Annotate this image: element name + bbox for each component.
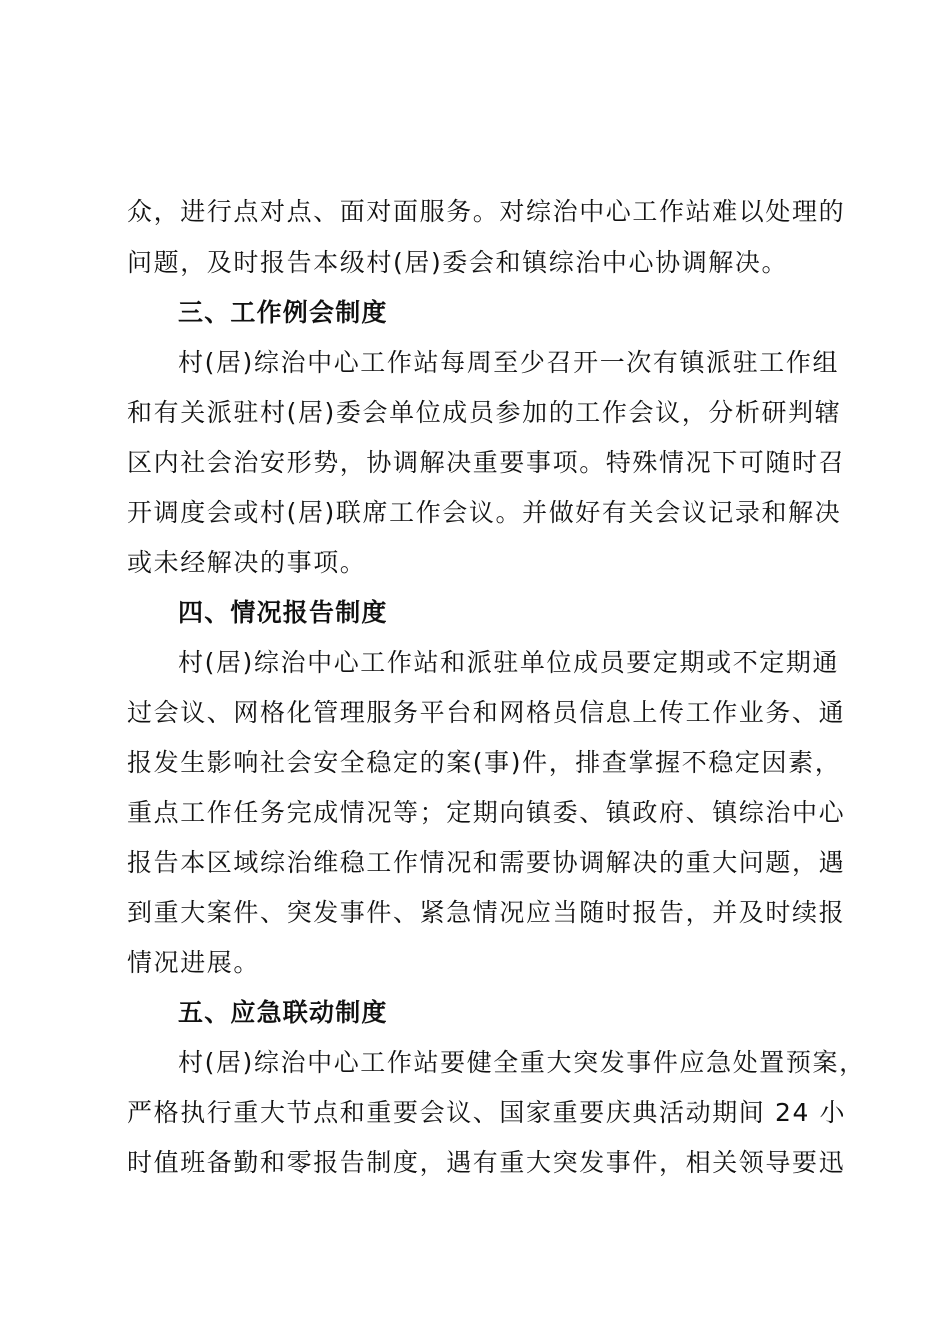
body-text-line: 时值班备勤和零报告制度，遇有重大突发事件，相关领导要迅 bbox=[127, 1148, 846, 1177]
body-text-line: 重点工作任务完成情况等；定期向镇委、镇政府、镇综治中心 bbox=[127, 798, 846, 827]
body-text-line: 严格执行重大节点和重要会议、国家重要庆典活动期间 24 小 bbox=[127, 1098, 847, 1127]
body-text-line: 村(居)综治中心工作站和派驻单位成员要定期或不定期通 bbox=[178, 648, 840, 677]
body-text-line: 报告本区域综治维稳工作情况和需要协调解决的重大问题，遇 bbox=[127, 848, 846, 877]
body-text-line: 区内社会治安形势，协调解决重要事项。特殊情况下可随时召 bbox=[127, 448, 846, 477]
body-text-line: 众，进行点对点、面对面服务。对综治中心工作站难以处理的 bbox=[127, 197, 846, 226]
body-text-line: 问题，及时报告本级村(居)委会和镇综治中心协调解决。 bbox=[127, 248, 789, 277]
section-heading-4: 四、情况报告制度 bbox=[178, 598, 388, 627]
body-text-line: 开调度会或村(居)联席工作会议。并做好有关会议记录和解决 bbox=[127, 498, 842, 527]
body-text-line: 报发生影响社会安全稳定的案(事)件，排查掌握不稳定因素， bbox=[127, 748, 842, 777]
section-heading-5: 五、应急联动制度 bbox=[178, 998, 388, 1027]
body-text-line: 过会议、网格化管理服务平台和网格员信息上传工作业务、通 bbox=[127, 698, 846, 727]
body-text-line: 和有关派驻村(居)委会单位成员参加的工作会议，分析研判辖 bbox=[127, 398, 842, 427]
body-text-line: 或未经解决的事项。 bbox=[127, 548, 367, 577]
body-text-line: 村(居)综治中心工作站要健全重大突发事件应急处置预案， bbox=[178, 1048, 866, 1077]
body-text-line: 情况进展。 bbox=[127, 948, 261, 977]
section-heading-3: 三、工作例会制度 bbox=[178, 298, 388, 327]
body-text-line: 村(居)综治中心工作站每周至少召开一次有镇派驻工作组 bbox=[178, 348, 840, 377]
body-text-line: 到重大案件、突发事件、紧急情况应当随时报告，并及时续报 bbox=[127, 898, 846, 927]
